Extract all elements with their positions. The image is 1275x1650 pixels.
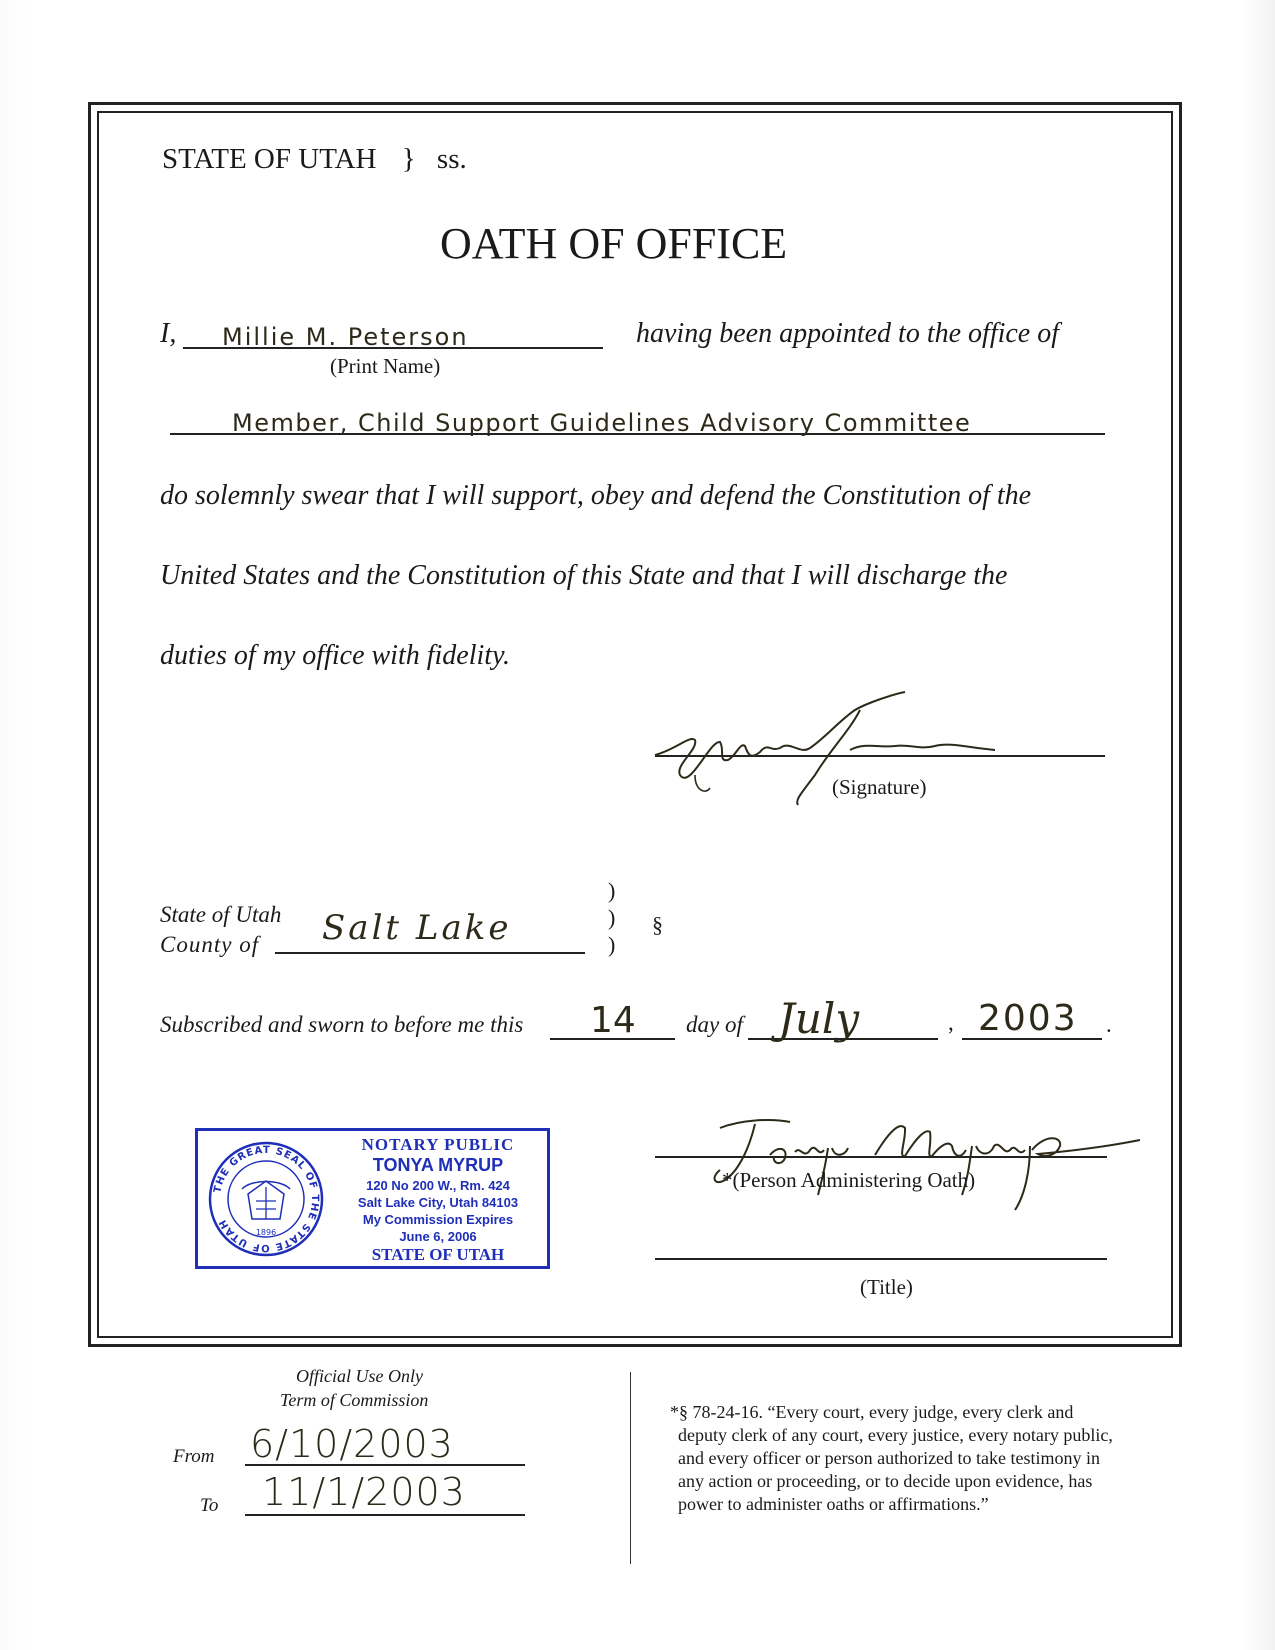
oath-body-line-3: duties of my office with fidelity. [160,640,510,671]
to-label: To [200,1495,219,1516]
subscribed-text: Subscribed and sworn to before me this [160,1012,524,1037]
signature-label: (Signature) [832,775,927,799]
document-title: OATH OF OFFICE [440,219,788,268]
date-period: . [1106,1012,1112,1037]
state-heading [162,143,467,176]
paren-3: ) [608,932,616,957]
svg-text:1896: 1896 [255,1228,277,1237]
term-of-commission-heading: Term of Commission [280,1390,429,1410]
stamp-line-commission: My Commission Expires [362,1212,514,1227]
oath-body-line-1: do solemnly swear that I will support, obey and defend the Constitution of the [160,480,1032,511]
title-line [655,1258,1107,1260]
section-mark: § [652,912,663,937]
having-appointed-text: having been appointed to the office of [636,318,1060,349]
stamp-line-city: Salt Lake City, Utah 84103 [357,1195,519,1210]
statute-line-1: *§ 78-24-16. “Every court, every judge, every clerk and [670,1402,1074,1422]
jurat-state: State of Utah [160,902,282,927]
statute-line-5: power to administer oaths or affirmations.” [678,1494,989,1514]
month-handwritten: July [778,994,860,1043]
state-heading-text: STATE OF UTAH [162,143,377,175]
statute-line-2: deputy clerk of any court, every justice, every notary public, [678,1425,1113,1445]
office-handwritten: Member, Child Support Guidelines Advisory Committee [232,409,972,437]
date-comma: , [948,1010,954,1035]
oath-i-prefix: I, [160,318,177,349]
stamp-line-notary-public: NOTARY PUBLIC [361,1135,515,1154]
notary-stamp [195,1128,550,1269]
county-line [275,952,585,954]
from-label: From [173,1446,215,1467]
stamp-line-expires: June 6, 2006 [399,1229,477,1244]
paren-1: ) [608,878,616,903]
statute-line-3: and every officer or person authorized to take testimony in [678,1448,1101,1468]
stamp-line-state: STATE OF UTAH [371,1245,505,1264]
state-heading-brace: } [401,143,416,175]
svg-text:THE GREAT SEAL OF THE STATE OF: THE GREAT SEAL OF THE STATE OF UTAH [212,1144,321,1254]
stamp-line-name: TONYA MYRUP [372,1155,504,1175]
stamp-line-address: 120 No 200 W., Rm. 424 [366,1178,510,1193]
state-heading-ss: ss. [436,143,467,175]
statute-line-4: any action or proceeding, or to decide upon evidence, has [678,1471,1093,1491]
jurat-county-label: County of [160,932,260,957]
from-date-handwritten: 6/10/2003 [250,1422,454,1466]
administering-signature-image [700,1100,1170,1220]
paren-2: ) [608,905,616,930]
administering-label: *(Person Administering Oath) [722,1168,976,1192]
title-label: (Title) [860,1275,913,1299]
state-seal-image [206,1139,326,1259]
year-handwritten: 2003 [978,998,1078,1039]
to-date-handwritten: 11/1/2003 [262,1470,466,1514]
day-of-text: day of [686,1012,743,1037]
county-handwritten: Salt Lake [322,908,512,948]
oath-body-line-2: United States and the Constitution of this State and that I will discharge the [160,560,1008,591]
printed-name-handwritten: Millie M. Peterson [222,323,469,351]
day-handwritten: 14 [590,1000,636,1041]
footer-divider [630,1372,631,1564]
to-line [245,1514,525,1516]
official-use-heading: Official Use Only [296,1366,423,1386]
print-name-label: (Print Name) [330,354,441,378]
